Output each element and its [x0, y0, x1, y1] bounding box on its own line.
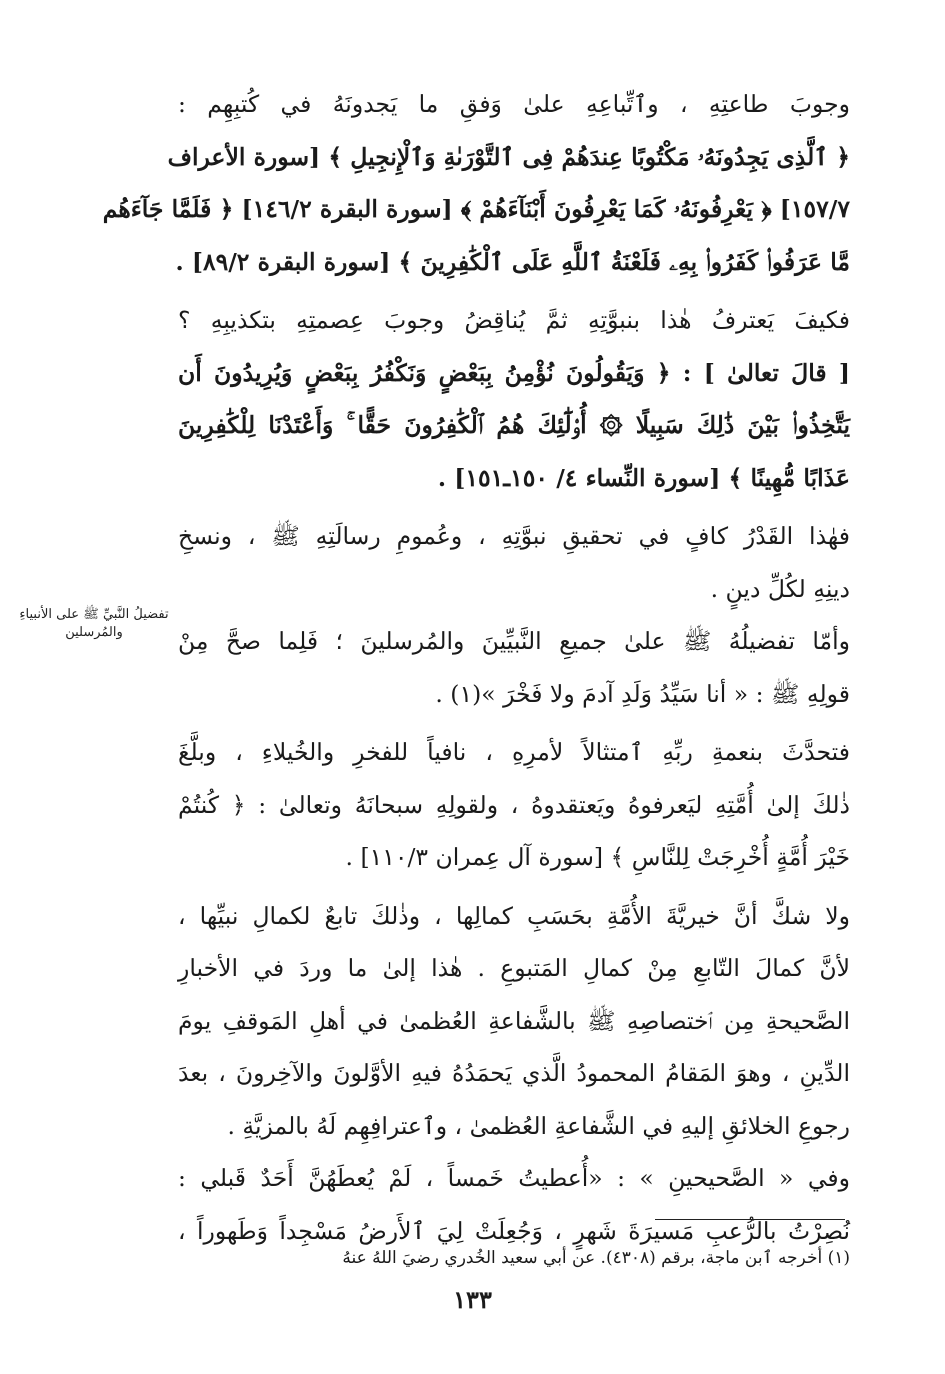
- text-line: نُصِرْتُ بالرُّعبِ مَسيرَةَ شَهرٍ ، وَجُعِلَتْ لِيَ ٱلأَرضُ مَسْجِداً وَطَهوراً ،: [178, 1216, 850, 1245]
- text-line: وجوبَ طاعتِهِ ، وٱتِّباعِهِ علىٰ وَفقِ ما يَجدونَهُ في كُتبِهِم :: [178, 90, 850, 118]
- text-line: فتحدَّثَ بنعمةِ ربِّهِ ٱمتثالاً لأمرِهِ ، نافياً للفخرِ والخُيلاءِ ، وبلَّغَ: [178, 738, 850, 766]
- footnote: (١) أخرجه ٱبن ماجة، برقم (٤٣٠٨). عن أبي سعيد الخُدري رضيَ اللهُ عنهُ: [342, 1248, 850, 1268]
- text-line: [ قالَ تعالىٰ ] : ﴿ وَيَقُولُونَ نُؤْمِنُ بِبَعْضٍ وَنَكْفُرُ بِبَعْضٍ وَيُرِيدُونَ أَن: [178, 358, 850, 387]
- text-line: عَذَابًا مُّهِينًا ﴾ [سورة النِّساء ٤/ ١٥٠ـ١٥١] .: [437, 463, 850, 492]
- text-line: رجوعِ الخلائقِ إليهِ في الشَّفاعةِ العُظمىٰ ، وٱعترافِهِم لَهُ بالمزيَّةِ .: [227, 1111, 850, 1140]
- text-line: فهٰذا القَدْرُ كافٍ في تحقيقِ نبوَّتِهِ ، وعُمومِ رسالَتِهِ ﷺ ، ونسخِ: [178, 522, 850, 550]
- text-line: لأنَّ كمالَ التّابعِ مِنْ كمالِ المَتبوعِ . هٰذا إلىٰ ما وردَ في الأخبارِ: [178, 954, 850, 982]
- main-text: [102, 78, 850, 1257]
- page-number: ١٣٣: [453, 1285, 492, 1314]
- footnote-separator: [655, 1219, 845, 1220]
- text-line: فكيفَ يَعترفُ هٰذا بنبوَّتِهِ ثمَّ يُناقِضُ وجوبَ عِصمتِهِ بتكذيبِهِ ؟: [178, 306, 850, 334]
- margin-note: تفضيلُ النَّبيِّ ﷺ على الأنبياءِ والمُرسلين: [19, 607, 169, 640]
- text-line: قولِهِ ﷺ : « أنا سَيِّدُ وَلَدِ آدمَ ولا فَخْرَ »(١) .: [435, 679, 850, 708]
- text-line: وأمّا تفضيلُهُ ﷺ علىٰ جميعِ النَّبيِّينَ والمُرسلينَ ؛ فَلِما صحَّ مِنْ: [178, 627, 850, 655]
- text-line: الصَّحيحةِ مِن ٱختصاصِهِ ﷺ بالشَّفاعةِ العُظمىٰ في أهلِ المَوقفِ يومَ: [178, 1006, 850, 1035]
- text-line: ذٰلكَ إلىٰ أُمَّتِهِ ليَعرفوهُ ويَعتقدوهُ ، ولقولِهِ سبحانَهُ وتعالىٰ : ﴿ كُنتُمْ: [178, 790, 850, 819]
- text-line: وفي « الصَّحيحينِ » : «أُعطيتُ خَمساً ، لَمْ يُعطَهُنَّ أَحَدٌ قَبلي :: [178, 1164, 850, 1192]
- text-line: دينِهِ لكُلِّ دينٍ .: [710, 574, 850, 603]
- text-line: خَيْرَ أُمَّةٍ أُخْرِجَتْ لِلنَّاسِ ﴾ [سورة آل عِمران ١١٠/٣] .: [345, 843, 850, 871]
- text-line: ١٥٧/٧] ﴿ يَعْرِفُونَهُۥ كَمَا يَعْرِفُونَ أَبْنَآءَهُمْ ﴾ [سورة البقرة ١٤٦/٢] ﴿ فَلَمَّا جَآءَهُم: [102, 195, 850, 223]
- text-line: ولا شكَّ أنَّ خيريَّةَ الأُمَّةِ بحَسَبِ كمالِها ، وذٰلكَ تابعٌ لكمالِ نبيِّها ،: [178, 901, 850, 930]
- text-line: الدِّينِ ، وهوَ المَقامُ المحمودُ الَّذي يَحمَدُهُ فيهِ الأوَّلونَ والآخِرونَ ، بعدَ: [178, 1059, 850, 1087]
- text-line: ﴿ ٱلَّذِى يَجِدُونَهُۥ مَكْتُوبًا عِندَهُمْ فِى ٱلتَّوْرَىٰةِ وَٱلْإِنجِيلِ ﴾ [سورة الأعراف: [167, 142, 850, 171]
- text-line: مَّا عَرَفُوا۟ كَفَرُوا۟ بِهِۦ فَلَعْنَةُ ٱللَّهِ عَلَى ٱلْكَٰفِرِينَ ﴾ [سورة البقرة ٨٩/٢] .: [175, 247, 850, 276]
- text-line: يَتَّخِذُوا۟ بَيْنَ ذَٰلِكَ سَبِيلًا ۞ أُو۟لَٰٓئِكَ هُمُ ٱلْكَٰفِرُونَ حَقًّا ۚ وَأَعْتَدْنَا لِلْكَٰفِرِينَ: [178, 411, 850, 439]
